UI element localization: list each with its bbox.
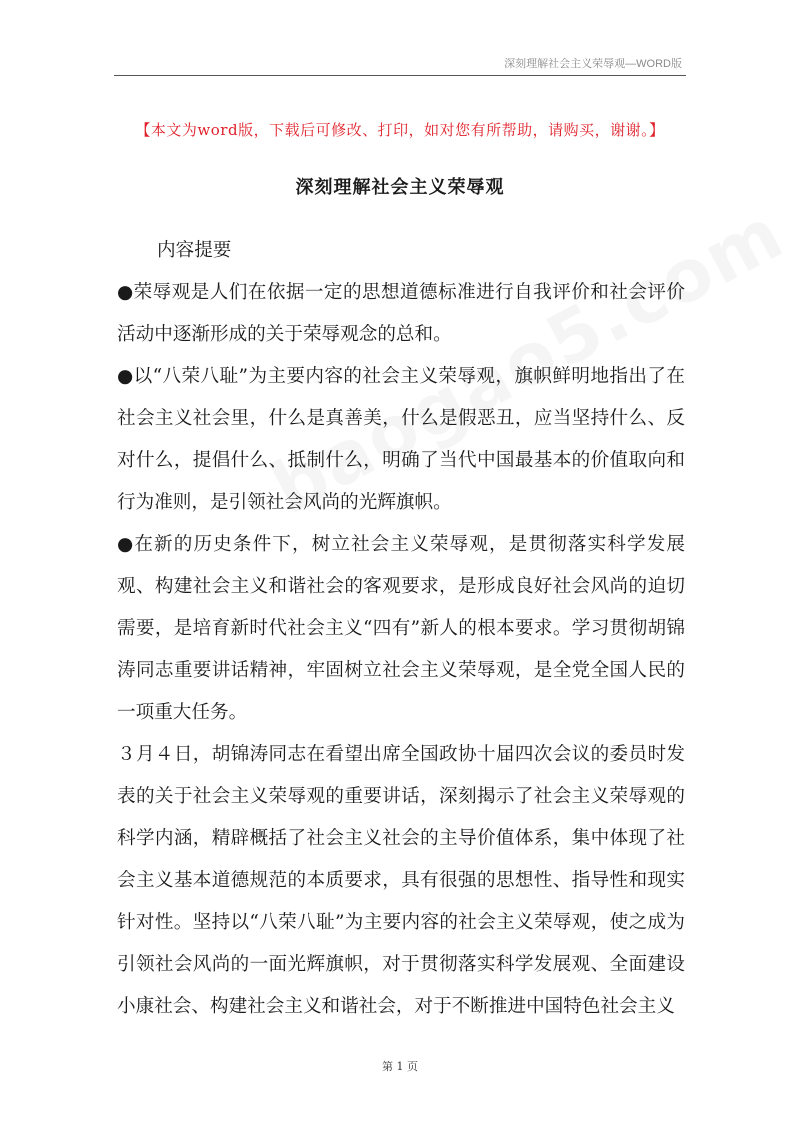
header-divider (114, 75, 686, 76)
download-notice: 【本文为word版，下载后可修改、打印，如对您有所帮助，请购买，谢谢。】 (135, 121, 665, 139)
body-paragraph: ●荣辱观是人们在依据一定的思想道德标准进行自我评价和社会评价活动中逐渐形成的关于荣辱观念的总和。 (117, 282, 685, 345)
running-header: 深刻理解社会主义荣辱观—WORD版 (504, 58, 682, 70)
page-number: 第 1 页 (382, 1060, 418, 1073)
body-paragraph: ●在新的历史条件下，树立社会主义荣辱观，是贯彻落实科学发展观、构建社会主义和谐社会的客观要求，是形成良好社会风尚的迫切需要，是培育新时代社会主义“四有”新人的根本要求。学习贯彻胡锦涛同志重要讲话精神，牢固树立社会主义荣辱观，是全党全国人民的一项重大任务。 (117, 534, 685, 723)
document-body (117, 230, 685, 1028)
body-paragraph: ３月４日，胡锦涛同志在看望出席全国政协十届四次会议的委员时发表的关于社会主义荣辱观的重要讲话，深刻揭示了社会主义荣辱观的科学内涵，精辟概括了社会主义社会的主导价值体系，集中体现了社会主义基本道德规范的本质要求，具有很强的思想性、指导性和现实针对性。坚持以“八荣八耻”为主要内容的社会主义荣辱观，使之成为引领社会风尚的一面光辉旗帜，对于贯彻落实科学发展观、全面建设小康社会、构建社会主义和谐社会，对于不断推进中国特色社会主义 (117, 744, 685, 1017)
section-heading: 内容提要 (157, 240, 232, 261)
body-paragraph: ●以“八荣八耻”为主要内容的社会主义荣辱观，旗帜鲜明地指出了在社会主义社会里，什么是真善美，什么是假恶丑，应当坚持什么、反对什么，提倡什么、抵制什么，明确了当代中国最基本的价值取向和行为准则，是引领社会风尚的光辉旗帜。 (117, 366, 685, 513)
document-title: 深刻理解社会主义荣辱观 (295, 177, 505, 198)
